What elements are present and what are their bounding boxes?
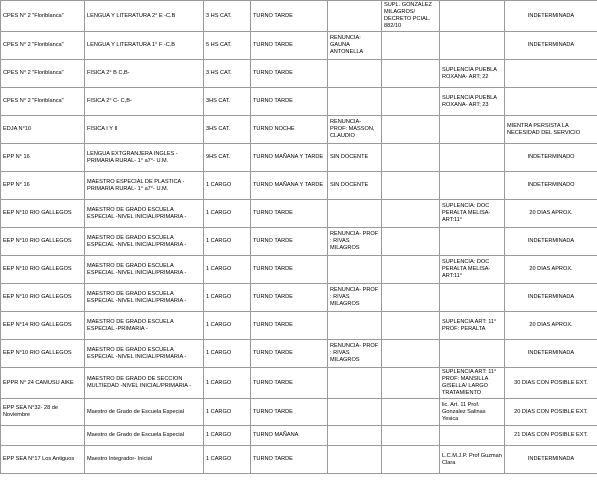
table-row bbox=[1, 284, 597, 312]
school-cell: EEP N°10 RIO GALLEGOS bbox=[1, 256, 85, 284]
situation-cell: SUPLENCIA PUEBLA ROXANA- ART; 22 bbox=[440, 60, 505, 88]
notes-cell bbox=[382, 399, 440, 426]
subject-cell: LENGUA Y LITERATURA 1° F -C.B bbox=[85, 32, 204, 60]
duration-cell: 20 DIAS APROX. bbox=[505, 256, 597, 284]
duration-cell: 20 DIAS APROX. bbox=[505, 312, 597, 340]
reason-cell: RENUNCIA- PROF : RIVAS MILAGROS bbox=[328, 228, 382, 256]
hours-cell: 1 CARGO bbox=[204, 312, 251, 340]
hours-cell: 1 CARGO bbox=[204, 172, 251, 200]
shift-cell: TURNO TARDE bbox=[251, 340, 328, 368]
notes-cell bbox=[382, 116, 440, 144]
duration-cell: INDETERMINADA bbox=[505, 32, 597, 60]
hours-cell: 3HS CAT. bbox=[204, 88, 251, 116]
hours-cell: 1 CARGO bbox=[204, 228, 251, 256]
school-cell: CPES N° 2 "Floriblanca" bbox=[1, 1, 85, 32]
table-row bbox=[1, 172, 597, 200]
hours-cell: 1 CARGO bbox=[204, 340, 251, 368]
hours-cell: 1 CARGO bbox=[204, 284, 251, 312]
reason-cell bbox=[328, 1, 382, 32]
table-row bbox=[1, 144, 597, 172]
reason-cell: RENUNCIA: GAUNA ANTONELLA bbox=[328, 32, 382, 60]
reason-cell bbox=[328, 200, 382, 228]
situation-cell: L.C.M.J.P. Prof Guzman Clara bbox=[440, 446, 505, 474]
table-body bbox=[1, 1, 597, 474]
notes-cell bbox=[382, 228, 440, 256]
shift-cell: TURNO NOCHE bbox=[251, 116, 328, 144]
duration-cell: 20 DIAS APROX. bbox=[505, 200, 597, 228]
subject-cell: MAESTRO DE GRADO ESCUELA ESPECIAL -NIVEL INICIAL/PRIMARIA - bbox=[85, 340, 204, 368]
situation-cell bbox=[440, 144, 505, 172]
subject-cell: Maestro de Grado de Escuela Especial bbox=[85, 426, 204, 446]
notes-cell: SUPL. GONZALEZ MILAGROS/ DECRETO PCIAL. 882/10 bbox=[382, 1, 440, 32]
shift-cell: TURNO TARDE bbox=[251, 446, 328, 474]
shift-cell: TURNO MAÑANA Y TARDE bbox=[251, 172, 328, 200]
duration-cell: INDETERMINADA bbox=[505, 284, 597, 312]
table-row bbox=[1, 340, 597, 368]
situation-cell bbox=[440, 284, 505, 312]
hours-cell: 1 CARGO bbox=[204, 446, 251, 474]
duration-cell: INDETERMINADA bbox=[505, 228, 597, 256]
school-cell: EDJA N°10 bbox=[1, 116, 85, 144]
notes-cell bbox=[382, 446, 440, 474]
school-cell: EEP N°10 RIO GALLEGOS bbox=[1, 200, 85, 228]
shift-cell: TURNO TARDE bbox=[251, 256, 328, 284]
situation-cell: SUPLENCIA ART: 11° PROF: MANSILLA GISELLA/ LARGO TRATAMIENTO bbox=[440, 368, 505, 399]
hours-cell: 3 HS CAT. bbox=[204, 60, 251, 88]
shift-cell: TURNO TARDE bbox=[251, 312, 328, 340]
situation-cell: SUPLENCIA: DOC PERALTA MELISA- ART:11° bbox=[440, 200, 505, 228]
reason-cell: SIN DOCENTE bbox=[328, 144, 382, 172]
shift-cell: TURNO TARDE bbox=[251, 60, 328, 88]
subject-cell: MAESTRO DE GRADO ESCUELA ESPECIAL -NIVEL INICIAL/PRIMARIA - bbox=[85, 256, 204, 284]
school-cell: EEP N°10 RIO GALLEGOS bbox=[1, 228, 85, 256]
reason-cell bbox=[328, 312, 382, 340]
notes-cell bbox=[382, 60, 440, 88]
shift-cell: TURNO TARDE bbox=[251, 32, 328, 60]
table-row bbox=[1, 1, 597, 32]
situation-cell bbox=[440, 116, 505, 144]
duration-cell: INDETERMINADA bbox=[505, 446, 597, 474]
school-cell: EEP N°10 RIO GALLEGOS bbox=[1, 340, 85, 368]
table-row bbox=[1, 116, 597, 144]
duration-cell: MIENTRA PERSISTA LA NECESIDAD DEL SERVICIO bbox=[505, 116, 597, 144]
reason-cell bbox=[328, 88, 382, 116]
school-cell: EPP SEA N°32- 28 de Noviembre bbox=[1, 399, 85, 426]
school-cell: EPP SEA N°17 Los Antiguos bbox=[1, 446, 85, 474]
notes-cell bbox=[382, 172, 440, 200]
subject-cell: LENGUA Y LITERATURA 2° E -C.B bbox=[85, 1, 204, 32]
hours-cell: 5 HS CAT. bbox=[204, 32, 251, 60]
notes-cell bbox=[382, 284, 440, 312]
subject-cell: Maestro Integrador- Inicial bbox=[85, 446, 204, 474]
notes-cell bbox=[382, 88, 440, 116]
table-row bbox=[1, 88, 597, 116]
reason-cell bbox=[328, 399, 382, 426]
duration-cell bbox=[505, 60, 597, 88]
notes-cell bbox=[382, 256, 440, 284]
reason-cell bbox=[328, 60, 382, 88]
duration-cell bbox=[505, 88, 597, 116]
subject-cell: Maestro de Grado de Escuela Especial bbox=[85, 399, 204, 426]
school-cell bbox=[1, 426, 85, 446]
hours-cell: 1 CARGO bbox=[204, 399, 251, 426]
duration-cell: 21 DIAS CON POSIBLE EXT. bbox=[505, 426, 597, 446]
subject-cell: FISICA 2° B C,B- bbox=[85, 60, 204, 88]
notes-cell bbox=[382, 144, 440, 172]
subject-cell: MAESTRO ESPECIAL DE PLASTICA -PRIMARIA RURAL- 1° a7°- U.M. bbox=[85, 172, 204, 200]
duration-cell: 30 DIAS CON POSIBLE EXT. bbox=[505, 368, 597, 399]
duration-cell: INDETERMINADO bbox=[505, 144, 597, 172]
shift-cell: TURNO TARDE bbox=[251, 1, 328, 32]
table-row bbox=[1, 368, 597, 399]
school-cell: EEP N°14 RIO GALLEGOS bbox=[1, 312, 85, 340]
table-row bbox=[1, 228, 597, 256]
school-cell: EEP N°10 RIO GALLEGOS bbox=[1, 284, 85, 312]
school-cell: CPES N° 2 "Floriblanca" bbox=[1, 32, 85, 60]
table-row bbox=[1, 200, 597, 228]
duration-cell: INDETERMINADA bbox=[505, 340, 597, 368]
notes-cell bbox=[382, 426, 440, 446]
subject-cell: MAESTRO DE GRADO ESCUELA ESPECIAL -NIVEL INICIAL/PRIMARIA - bbox=[85, 284, 204, 312]
hours-cell: 3 HS CAT. bbox=[204, 1, 251, 32]
shift-cell: TURNO MAÑANA bbox=[251, 426, 328, 446]
hours-cell: 9HS CAT. bbox=[204, 144, 251, 172]
situation-cell: lic. Art. 11 Prof. Gonzalez Salinas Yesica bbox=[440, 399, 505, 426]
duration-cell: INDETERMINADA bbox=[505, 1, 597, 32]
shift-cell: TURNO TARDE bbox=[251, 88, 328, 116]
situation-cell: SUPLENCIA: DOC PERALTA MELISA- ART:11° bbox=[440, 256, 505, 284]
notes-cell bbox=[382, 312, 440, 340]
table-row bbox=[1, 60, 597, 88]
situation-cell bbox=[440, 340, 505, 368]
situation-cell bbox=[440, 228, 505, 256]
table-row bbox=[1, 446, 597, 474]
subject-cell: MAESTRO DE GRADO ESCUELA ESPECIAL -PRIMARIA - bbox=[85, 312, 204, 340]
reason-cell bbox=[328, 368, 382, 399]
hours-cell: 1 CARGO bbox=[204, 426, 251, 446]
subject-cell: MAESTRO DE GRADO DE SECCION MULTIEDAD -NIVEL INICIAL/PRIMARIA - bbox=[85, 368, 204, 399]
school-cell: CPES N° 2 "Floriblanca" bbox=[1, 88, 85, 116]
reason-cell bbox=[328, 426, 382, 446]
school-cell: CPES N° 2 "Floriblanca" bbox=[1, 60, 85, 88]
shift-cell: TURNO TARDE bbox=[251, 228, 328, 256]
shift-cell: TURNO MAÑANA Y TARDE bbox=[251, 144, 328, 172]
school-cell: EPP N° 16 bbox=[1, 172, 85, 200]
situation-cell: SUPLENCIA ART: 11° PROF: PERALTA bbox=[440, 312, 505, 340]
subject-cell: LENGUA EXTGRANJERA INGLES -PRIMARIA RURAL- 1° a7°- U.M. bbox=[85, 144, 204, 172]
reason-cell: RENUNCIA- PROF: MASSON, CLAUDIO bbox=[328, 116, 382, 144]
situation-cell bbox=[440, 1, 505, 32]
subject-cell: MAESTRO DE GRADO ESCUELA ESPECIAL -NIVEL INICIAL/PRIMARIA - bbox=[85, 200, 204, 228]
table-row bbox=[1, 426, 597, 446]
reason-cell: RENUNCIA- PROF : RIVAS MILAGROS bbox=[328, 284, 382, 312]
table-row bbox=[1, 256, 597, 284]
notes-cell bbox=[382, 368, 440, 399]
situation-cell bbox=[440, 426, 505, 446]
table-row bbox=[1, 399, 597, 426]
shift-cell: TURNO TARDE bbox=[251, 368, 328, 399]
school-cell: EPP N° 16 bbox=[1, 144, 85, 172]
subject-cell: FISICA I Y II bbox=[85, 116, 204, 144]
situation-cell bbox=[440, 172, 505, 200]
hours-cell: 1 CARGO bbox=[204, 368, 251, 399]
reason-cell: RENUNCIA- PROF : RIVAS MILAGROS bbox=[328, 340, 382, 368]
hours-cell: 3HS CAT. bbox=[204, 116, 251, 144]
shift-cell: TURNO TARDE bbox=[251, 399, 328, 426]
situation-cell bbox=[440, 32, 505, 60]
duration-cell: INDETERMINADO bbox=[505, 172, 597, 200]
school-cell: EPPR N° 24 CAMUSU AIKE bbox=[1, 368, 85, 399]
reason-cell bbox=[328, 446, 382, 474]
shift-cell: TURNO TARDE bbox=[251, 284, 328, 312]
subject-cell: FISICA 2° C- C,B- bbox=[85, 88, 204, 116]
shift-cell: TURNO TARDE bbox=[251, 200, 328, 228]
subject-cell: MAESTRO DE GRADO ESCUELA ESPECIAL -NIVEL INICIAL/PRIMARIA - bbox=[85, 228, 204, 256]
hours-cell: 1 CARGO bbox=[204, 200, 251, 228]
situation-cell: SUPLENCIA PUEBLA ROXANA- ART; 23 bbox=[440, 88, 505, 116]
table-row bbox=[1, 312, 597, 340]
hours-cell: 1 CARGO bbox=[204, 256, 251, 284]
reason-cell: SIN DOCENTE bbox=[328, 172, 382, 200]
reason-cell bbox=[328, 256, 382, 284]
duration-cell: 20 DIAS CON POSIBLE EXT. bbox=[505, 399, 597, 426]
notes-cell bbox=[382, 340, 440, 368]
notes-cell bbox=[382, 200, 440, 228]
table-row bbox=[1, 32, 597, 60]
notes-cell bbox=[382, 32, 440, 60]
